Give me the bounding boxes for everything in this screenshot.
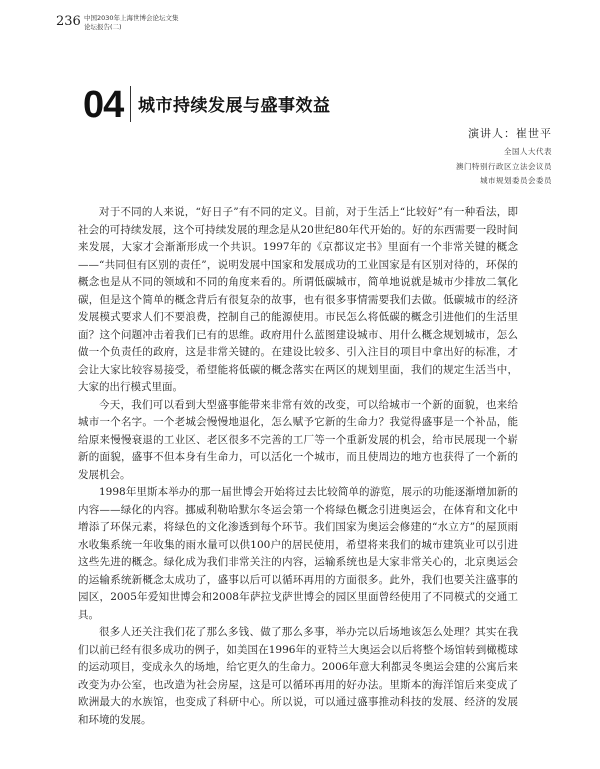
chapter-title: 城市持续发展与盛事效益: [138, 96, 331, 116]
speaker-name: 演讲人：崔世平: [468, 127, 552, 140]
running-header-line1: 中国2030年上海世博会论坛文集: [84, 14, 179, 22]
chapter-number: 04: [83, 84, 124, 126]
page-header: [56, 12, 556, 36]
paragraph: 很多人还关注我们花了那么多钱、做了那么多事，举办完以后场地该怎么处理？其实在我们以前已经有很多成功的例子，如美国在1996年的亚特兰大奥运会以后将整个场馆转到橄榄球的运动项目，变成永久的场地，给它更久的生命力。2006年意大利都灵冬奥运会建的公寓后来改变为办公室，也改造为社会房屋，这是可以循环再用的好办法。里斯本的海洋馆后来变成了欧洲最大的水族馆，也变成了科研中心。所以说，可以通过盛事推动科技的发展、经济的发展和环境的发展。: [78, 626, 518, 726]
speaker-positions: [456, 145, 552, 189]
title-divider: [130, 86, 131, 122]
paragraph: 对于不同的人来说，“好日子”有不同的定义。目前，对于生活上“比较好”有一种看法，即社会的可持续发展，这个可持续发展的理念是从20世纪80年代开始的。好的东西需要一段时间来发展，大家才会渐渐形成一个共识。1997年的《京都议定书》里面有一个非常关键的概念——“共同但有区别的责任”，说明发展中国家和发展成功的工业国家是有区别对待的，环保的概念也是从不同的领域和不同的角度来看的。所谓低碳城市，简单地说就是城市少排放二氧化碳，但是这个简单的概念背后有很复杂的故事，也有很多事情需要我们去做。低碳城市的经济发展模式要求人们不要浪费，控制自己的能源使用。市民怎么将低碳的概念引进他们的生活里面？这个问题冲击着我们已有的思维。政府用什么蓝图建设城市、用什么概念规划城市，怎么做一个负责任的政府，这是非常关键的。在建设比较多、引入注目的项目中拿出好的标准，才会让大家比较容易接受，希望能将低碳的概念落实在两区的规划里面，我们的规定生活当中，大家的出行模式里面。: [78, 206, 518, 393]
paragraph: 今天，我们可以看到大型盛事能带来非常有效的改变，可以给城市一个新的面貌，也来给城市一个名字。一个老城会慢慢地退化，怎么赋予它新的生命力？我觉得盛事是一个补品，能给原来慢慢衰退的工业区、老区很多不完善的工厂等一个重新发展的机会，给市民展现一个崭新的面貌，盛事不但本身有生命力，可以活化一个城市，而且使周边的地方也获得了一个新的发展机会。: [78, 398, 518, 481]
page-number: 236: [56, 14, 81, 29]
article-body: [78, 204, 518, 729]
paragraph: 1998年里斯本举办的那一届世博会开始将过去比较简单的游览，展示的功能逐渐增加新的内容——绿化的内容。挪威利勒哈默尔冬运会第一个将绿色概念引进奥运会，在体育和文化中增添了环保元素，将绿色的文化渗透到每个环节。我们国家为奥运会修建的“水立方”的屋顶雨水收集系统一年收集的雨水量可以供100户的居民使用，希望将来我们的城市建筑业可以引进这些先进的概念。绿化成为我们非常关注的内容，运输系统也是大家非常关心的，北京奥运会的运输系统新概念太成功了，盛事以后可以循环再用的方面很多。此外，我们也要关注盛事的园区，2005年爱知世博会和2008年萨拉戈萨世博会的园区里面曾经使用了不同模式的交通工具。: [78, 486, 518, 621]
speaker-position: 城市规划委员会委员: [480, 176, 552, 185]
speaker-position: 澳门特别行政区立法会议员: [456, 161, 552, 171]
running-header-line2: 论坛报告(二): [84, 23, 122, 31]
running-header: [84, 14, 179, 32]
speaker-position: 全国人大代表: [504, 147, 552, 156]
